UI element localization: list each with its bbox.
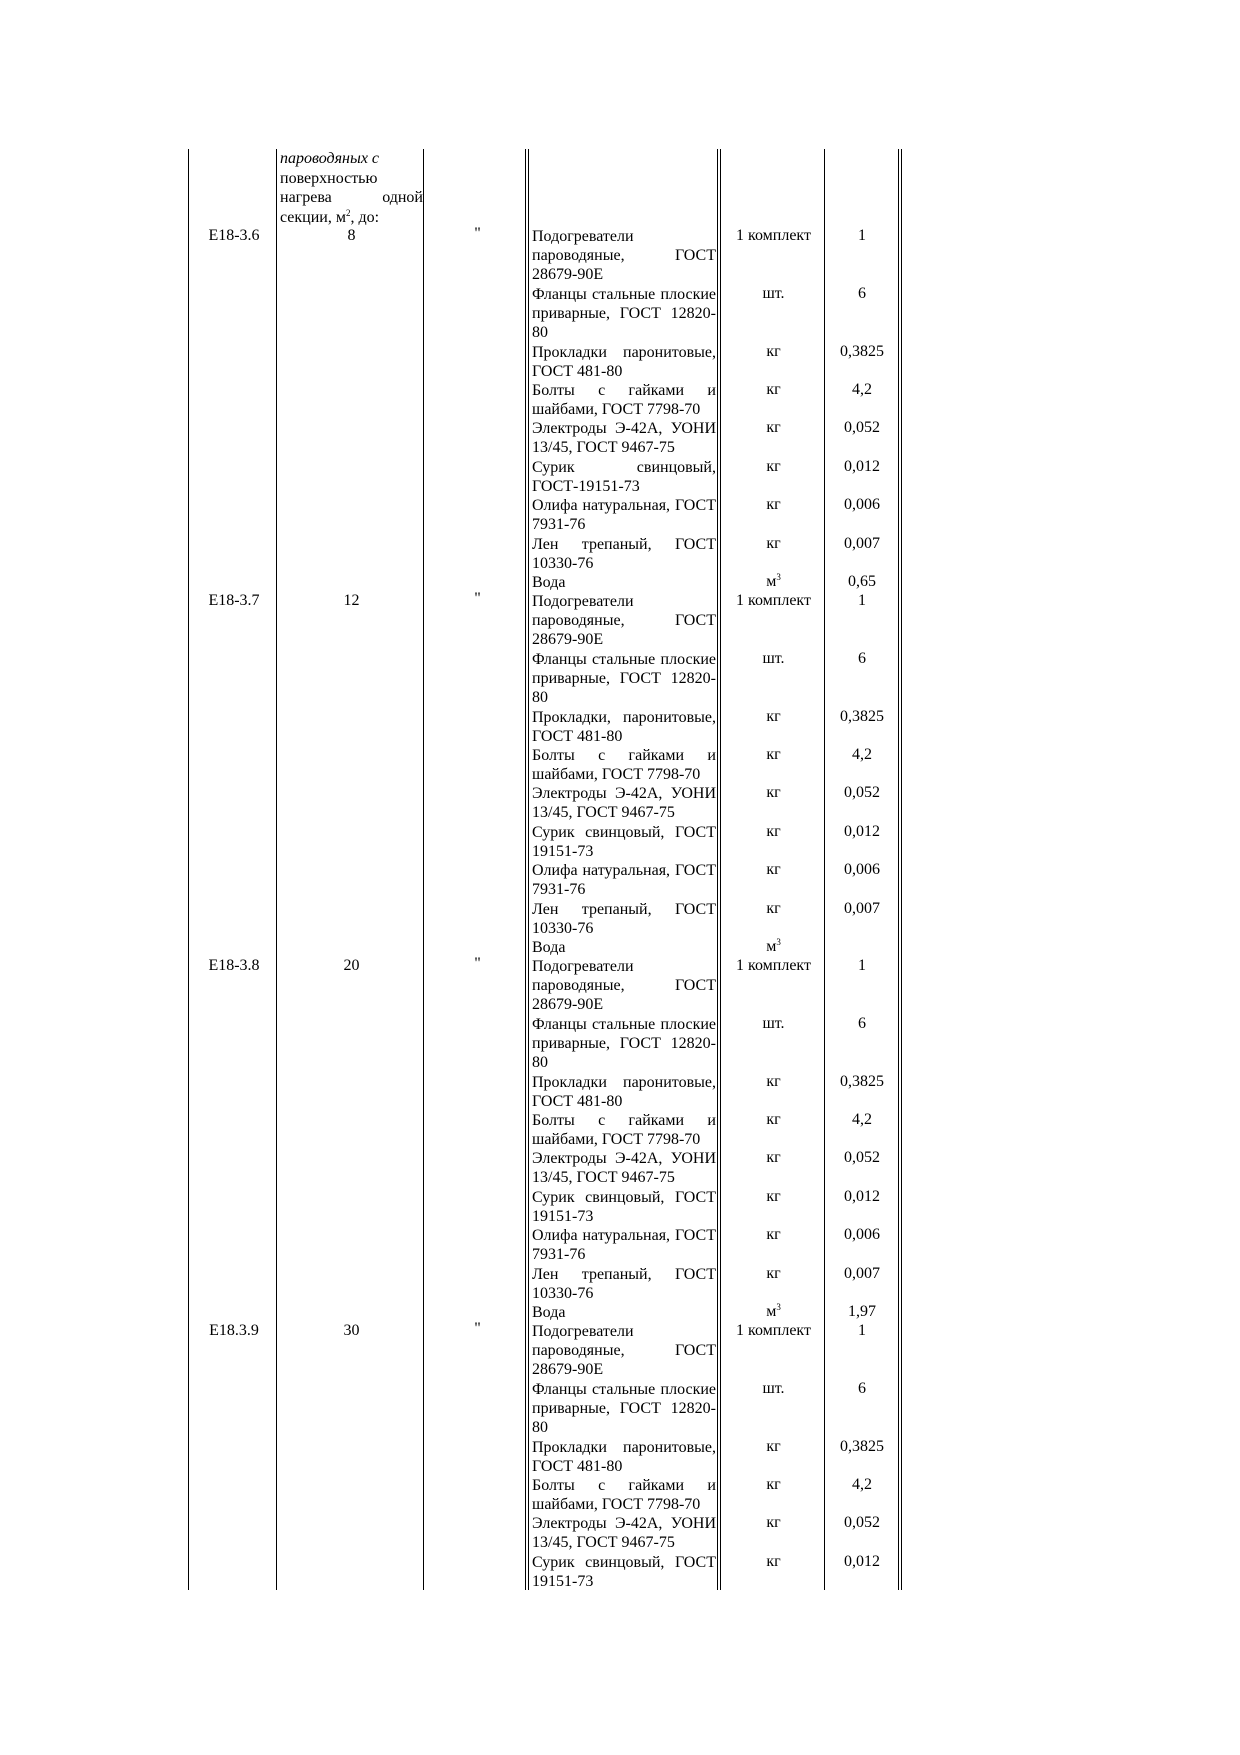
ditto-mark: " bbox=[474, 955, 481, 972]
material-unit bbox=[722, 1303, 825, 1321]
material-quantity: 0,012 bbox=[844, 1553, 880, 1570]
material-quantity: 4,2 bbox=[852, 1476, 872, 1493]
material-quantity: 0,052 bbox=[844, 419, 880, 436]
material-quantity: 6 bbox=[858, 650, 866, 667]
header-line bbox=[280, 208, 423, 228]
material-name: Электроды Э-42А, УОНИ 13/45, ГОСТ 9467-75 bbox=[532, 785, 716, 821]
superscript: 3 bbox=[776, 937, 781, 947]
material-quantity: 0,3825 bbox=[840, 343, 884, 360]
unit-text: шт. bbox=[762, 285, 785, 302]
unit-text: 1 комплект bbox=[736, 227, 811, 244]
material-quantity: 1 bbox=[858, 1322, 866, 1339]
header-word: секции, м bbox=[280, 208, 346, 226]
material-unit bbox=[722, 708, 825, 726]
material-quantity: 0,3825 bbox=[840, 1073, 884, 1090]
table-rule bbox=[525, 149, 526, 1590]
material-quantity: 0,006 bbox=[844, 1226, 880, 1243]
unit-text: кг bbox=[766, 1514, 781, 1531]
material-name: Лен трепаный, ГОСТ 10330-76 bbox=[532, 1266, 716, 1302]
material-name: Подогреватели пароводяные, ГОСТ 28679-90Е bbox=[532, 958, 716, 1013]
ditto-mark: " bbox=[474, 1320, 481, 1337]
unit-text: кг bbox=[766, 1073, 781, 1090]
material-name: Вода bbox=[532, 939, 566, 956]
rate-code: Е18-3.8 bbox=[208, 957, 260, 974]
header-word: нагрева bbox=[280, 189, 332, 206]
unit-text: м bbox=[766, 1303, 777, 1320]
material-unit bbox=[722, 957, 825, 975]
material-unit bbox=[722, 458, 825, 476]
unit-text: шт. bbox=[762, 650, 785, 667]
table-rule bbox=[720, 149, 721, 1590]
material-unit bbox=[722, 343, 825, 361]
unit-text: кг bbox=[766, 1438, 781, 1455]
material-unit bbox=[722, 1553, 825, 1571]
material-unit bbox=[722, 746, 825, 764]
unit-text: кг bbox=[766, 861, 781, 878]
material-name: Олифа натуральная, ГОСТ 7931-76 bbox=[532, 862, 716, 898]
header-word: одной bbox=[382, 189, 423, 206]
material-name: Вода bbox=[532, 1304, 566, 1321]
material-name: Сурик свинцовый, ГОСТ 19151-73 bbox=[532, 824, 716, 860]
material-unit bbox=[722, 861, 825, 879]
unit-text: 1 комплект bbox=[736, 1322, 811, 1339]
superscript: 3 bbox=[776, 1302, 781, 1312]
material-unit bbox=[722, 1188, 825, 1206]
material-name: Олифа натуральная, ГОСТ 7931-76 bbox=[532, 497, 716, 533]
material-unit bbox=[722, 1073, 825, 1091]
material-unit bbox=[722, 784, 825, 802]
material-unit bbox=[722, 900, 825, 918]
unit-text: кг bbox=[766, 1553, 781, 1570]
material-name: Болты с гайками и шайбами, ГОСТ 7798-70 bbox=[532, 747, 716, 783]
material-unit bbox=[722, 535, 825, 553]
material-unit bbox=[722, 823, 825, 841]
material-unit bbox=[722, 1015, 825, 1033]
table-rule bbox=[276, 149, 277, 1590]
material-quantity: 0,3825 bbox=[840, 1438, 884, 1455]
unit-text: кг bbox=[766, 535, 781, 552]
heating-surface: 8 bbox=[347, 227, 356, 244]
material-name: Фланцы стальные плоские приварные, ГОСТ 12820-80 bbox=[532, 286, 716, 341]
material-name: Прокладки, паронитовые, ГОСТ 481-80 bbox=[532, 709, 716, 745]
superscript: 3 bbox=[776, 572, 781, 582]
material-name: Подогреватели пароводяные, ГОСТ 28679-90Е bbox=[532, 1323, 716, 1378]
material-quantity: 0,052 bbox=[844, 1514, 880, 1531]
material-quantity: 6 bbox=[858, 1380, 866, 1397]
unit-text: 1 комплект bbox=[736, 957, 811, 974]
material-quantity: 0,012 bbox=[844, 823, 880, 840]
material-quantity: 0,006 bbox=[844, 861, 880, 878]
material-quantity: 4,2 bbox=[852, 1111, 872, 1128]
material-name: Болты с гайками и шайбами, ГОСТ 7798-70 bbox=[532, 1112, 716, 1148]
unit-text: кг bbox=[766, 1188, 781, 1205]
material-quantity: 0,012 bbox=[844, 1188, 880, 1205]
material-name: Электроды Э-42А, УОНИ 13/45, ГОСТ 9467-75 bbox=[532, 420, 716, 456]
unit-text: кг bbox=[766, 381, 781, 398]
material-unit bbox=[722, 496, 825, 514]
material-quantity: 4,2 bbox=[852, 381, 872, 398]
rate-code: Е18-3.7 bbox=[208, 592, 260, 609]
material-quantity: 0,012 bbox=[844, 458, 880, 475]
material-unit bbox=[722, 1226, 825, 1244]
material-name: Сурик свинцовый, ГОСТ 19151-73 bbox=[532, 1189, 716, 1225]
material-quantity: 0,007 bbox=[844, 1265, 880, 1282]
unit-text: шт. bbox=[762, 1015, 785, 1032]
material-quantity: 4,2 bbox=[852, 746, 872, 763]
material-name: Болты с гайками и шайбами, ГОСТ 7798-70 bbox=[532, 1477, 716, 1513]
material-name: Прокладки паронитовые, ГОСТ 481-80 bbox=[532, 1074, 716, 1110]
unit-text: шт. bbox=[762, 1380, 785, 1397]
header-line: поверхностью bbox=[280, 169, 378, 187]
heating-surface: 20 bbox=[343, 957, 360, 974]
material-unit bbox=[722, 1438, 825, 1456]
material-name: Подогреватели пароводяные, ГОСТ 28679-90Е bbox=[532, 228, 716, 283]
unit-text: кг bbox=[766, 708, 781, 725]
material-unit bbox=[722, 650, 825, 668]
material-quantity: 1 bbox=[858, 227, 866, 244]
material-name: Болты с гайками и шайбами, ГОСТ 7798-70 bbox=[532, 382, 716, 418]
header-line bbox=[280, 188, 423, 208]
material-quantity: 0,007 bbox=[844, 900, 880, 917]
superscript: 2 bbox=[345, 207, 351, 218]
unit-text: кг bbox=[766, 900, 781, 917]
material-name: Сурик свинцовый, ГОСТ 19151-73 bbox=[532, 1554, 716, 1590]
material-unit bbox=[722, 227, 825, 245]
unit-text: кг bbox=[766, 343, 781, 360]
table-rule bbox=[188, 149, 189, 1590]
material-unit bbox=[722, 1265, 825, 1283]
header-line: пароводяных с bbox=[280, 150, 380, 167]
header-word: , до: bbox=[350, 208, 380, 226]
material-name: Сурик свинцовый, ГОСТ-19151-73 bbox=[532, 459, 716, 495]
material-quantity: 0,3825 bbox=[840, 708, 884, 725]
ditto-mark: " bbox=[474, 225, 481, 242]
material-unit bbox=[722, 573, 825, 591]
column-header-continuation bbox=[280, 149, 423, 227]
material-name: Подогреватели пароводяные, ГОСТ 28679-90Е bbox=[532, 593, 716, 648]
material-name: Лен трепаный, ГОСТ 10330-76 bbox=[532, 901, 716, 937]
material-unit bbox=[722, 1476, 825, 1494]
table-rule bbox=[528, 149, 529, 1590]
material-name: Прокладки паронитовые, ГОСТ 481-80 bbox=[532, 344, 716, 380]
unit-text: кг bbox=[766, 1476, 781, 1493]
heating-surface: 30 bbox=[343, 1322, 360, 1339]
heating-surface: 12 bbox=[343, 592, 360, 609]
material-name: Электроды Э-42А, УОНИ 13/45, ГОСТ 9467-75 bbox=[532, 1150, 716, 1186]
material-unit bbox=[722, 1149, 825, 1167]
rate-code: Е18.3.9 bbox=[209, 1322, 259, 1339]
material-name: Олифа натуральная, ГОСТ 7931-76 bbox=[532, 1227, 716, 1263]
material-quantity: 0,007 bbox=[844, 535, 880, 552]
material-unit bbox=[722, 1322, 825, 1340]
material-quantity: 0,006 bbox=[844, 496, 880, 513]
ditto-mark: " bbox=[474, 590, 481, 607]
unit-text: кг bbox=[766, 1226, 781, 1243]
material-unit bbox=[722, 285, 825, 303]
unit-text: кг bbox=[766, 1111, 781, 1128]
material-name: Прокладки паронитовые, ГОСТ 481-80 bbox=[532, 1439, 716, 1475]
table-rule bbox=[423, 149, 424, 1590]
material-unit bbox=[722, 419, 825, 437]
material-unit bbox=[722, 592, 825, 610]
material-quantity: 1,97 bbox=[848, 1303, 876, 1320]
material-name: Вода bbox=[532, 574, 566, 591]
material-quantity: 0,052 bbox=[844, 784, 880, 801]
unit-text: кг bbox=[766, 1149, 781, 1166]
material-quantity: 1 bbox=[858, 957, 866, 974]
material-quantity: 1 bbox=[858, 592, 866, 609]
unit-text: кг bbox=[766, 458, 781, 475]
material-quantity: 0,052 bbox=[844, 1149, 880, 1166]
material-unit bbox=[722, 1514, 825, 1532]
material-unit bbox=[722, 1380, 825, 1398]
rate-code: Е18-3.6 bbox=[208, 227, 260, 244]
unit-text: кг bbox=[766, 784, 781, 801]
material-quantity: 6 bbox=[858, 1015, 866, 1032]
material-name: Фланцы стальные плоские приварные, ГОСТ 12820-80 bbox=[532, 1016, 716, 1071]
material-unit bbox=[722, 938, 825, 956]
material-name: Фланцы стальные плоские приварные, ГОСТ 12820-80 bbox=[532, 651, 716, 706]
unit-text: м bbox=[766, 938, 777, 955]
material-name: Лен трепаный, ГОСТ 10330-76 bbox=[532, 536, 716, 572]
table-rule bbox=[901, 149, 902, 1590]
unit-text: кг bbox=[766, 823, 781, 840]
unit-text: кг bbox=[766, 746, 781, 763]
unit-text: м bbox=[766, 573, 777, 590]
unit-text: кг bbox=[766, 1265, 781, 1282]
unit-text: 1 комплект bbox=[736, 592, 811, 609]
table-rule bbox=[717, 149, 718, 1590]
material-unit bbox=[722, 381, 825, 399]
material-quantity: 0,65 bbox=[848, 573, 876, 590]
unit-text: кг bbox=[766, 419, 781, 436]
material-name: Фланцы стальные плоские приварные, ГОСТ 12820-80 bbox=[532, 1381, 716, 1436]
material-quantity: 6 bbox=[858, 285, 866, 302]
material-unit bbox=[722, 1111, 825, 1129]
table-rule bbox=[898, 149, 899, 1590]
material-name: Электроды Э-42А, УОНИ 13/45, ГОСТ 9467-75 bbox=[532, 1515, 716, 1551]
unit-text: кг bbox=[766, 496, 781, 513]
